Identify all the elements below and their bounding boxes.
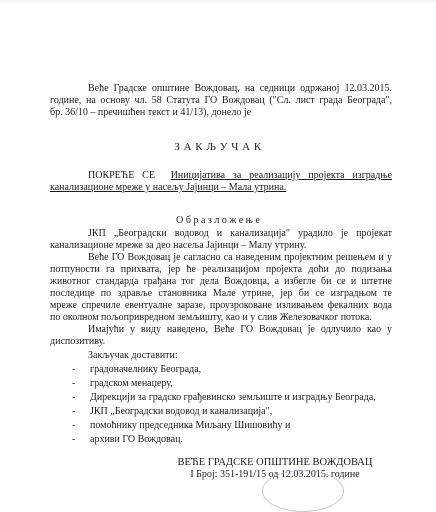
delivery-heading: Закључак доставити: — [88, 350, 178, 361]
rationale-p2-line-1: Веће ГО Вождовац је сагласно са наведеним пројектним решењем и у — [88, 252, 392, 263]
rationale-p3-line-1: Имајући у виду наведено, Веће ГО Вождовац је одлучило као у — [88, 324, 392, 335]
list-dash: - — [72, 378, 76, 389]
list-dash: - — [72, 392, 76, 403]
footer-council-name: ВЕЋЕ ГРАДСКЕ ОПШТИНЕ ВОЖДОВАЦ — [177, 457, 373, 468]
intro-line-3: бр. 36/10 – пречишћен текст и 41/13), донело је — [50, 107, 252, 118]
rationale-p1-line-1: ЈКП „Београдски водовод и канализација" урадило је пројекат — [88, 228, 392, 239]
official-stamp-icon — [262, 470, 344, 512]
list-dash: - — [72, 420, 76, 431]
intro-line-1: Веће Градске општине Вождовац, на седници одржаној 12.03.2015. — [88, 83, 392, 94]
rationale-heading: О б р а з л о ж е њ е — [176, 215, 260, 226]
decision-line-1 — [88, 170, 392, 182]
list-item: Дирекцији за градско грађевинско земљиште и изградњу Београда, — [90, 392, 376, 403]
list-dash: - — [72, 406, 76, 417]
list-item: архиви ГО Вождовац. — [90, 434, 183, 445]
list-item: помоћнику председника Миљану Шишовићу и — [90, 420, 291, 431]
rationale-p2-line-5: мреже спречиле евентуалне заразе, проузроковане изливањем фекалних вода — [50, 300, 392, 311]
list-dash: - — [72, 434, 76, 445]
rationale-p3-line-2: диспозитиву. — [50, 336, 106, 347]
list-item: ЈКП „Београдски водовод и канализација", — [90, 406, 273, 417]
rationale-p1-line-2: канализационе мреже за део насеља Јајинци – Малу утрину. — [50, 240, 307, 251]
footer-document-number: I Број: 351-191/15 од 12.03.2015. године — [190, 469, 360, 480]
list-dash: - — [72, 364, 76, 375]
decision-lead: ПОКРЕЋЕ СЕ — [88, 170, 155, 181]
intro-line-2: године, на основу чл. 58 Статута ГО Вождовац ("Сл. лист града Београда", — [50, 95, 392, 106]
scan-edge — [0, 0, 436, 2]
decision-initiative: Иницијатива за реализацију пројекта изградње — [170, 170, 392, 181]
decision-line-2: канализационе мреже у насељу Јајинци – Мала утрина. — [50, 182, 287, 193]
rationale-p2-line-3: животног стандарда грађана тог дела Вождовца, а избегле би се и штетне — [50, 276, 392, 287]
list-item: градском менаџеру, — [90, 378, 173, 389]
rationale-p2-line-2: потпуности га прихвата, јер ће реализацијом пројекта доћи до подизања — [50, 264, 392, 275]
rationale-p2-line-6: по околном пољопривредном земљишту, као и у слив Железовачког потока. — [50, 312, 372, 323]
list-item: градоначелнику Београда, — [90, 364, 202, 375]
document-title: З А К Љ У Ч А К — [174, 141, 262, 153]
rationale-p2-line-4: последице по здравље становника Мале утрине, јер би се изградњом те — [50, 288, 392, 299]
